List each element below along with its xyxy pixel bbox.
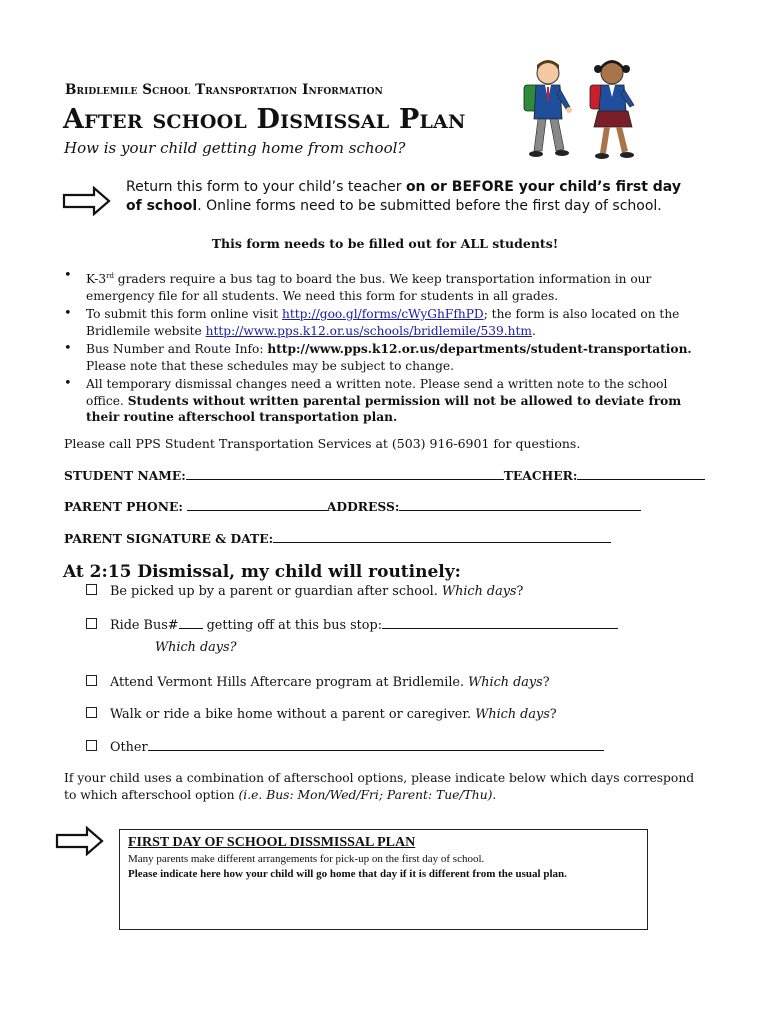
- list-item: • Bus Number and Route Info: http://www.pps.k12.or.us/departments/student-transportation. Please note that these schedules may be subject to change.: [64, 341, 704, 374]
- list-item: • K-3rd graders require a bus tag to board the bus. We keep transportation information in our emergency file for all students. We need this form for students in all grades.: [64, 268, 704, 304]
- form-kicker: Bridlemile School Transportation Information: [65, 82, 383, 98]
- combination-instructions: If your child uses a combination of afterschool options, please indicate below which days correspond to which afterschool option (i.e. Bus: Mon/Wed/Fri; Parent: Tue/Thu).: [64, 771, 695, 802]
- teacher-field[interactable]: [577, 468, 705, 480]
- transportation-url: http://www.pps.k12.or.us/departments/student-transportation.: [267, 342, 692, 357]
- address-field[interactable]: [399, 499, 641, 511]
- first-day-title: FIRST DAY OF SCHOOL DISSMISSAL PLAN: [128, 835, 416, 850]
- girl-figure: [590, 60, 634, 159]
- info-list: [64, 268, 704, 428]
- option-ride-bus: Ride Bus# getting off at this bus stop:: [86, 617, 618, 633]
- first-day-plan-box[interactable]: [119, 829, 648, 930]
- contact-line: Please call PPS Student Transportation Services at (503) 916-6901 for questions.: [64, 436, 581, 451]
- address-label: ADDRESS:: [326, 499, 400, 514]
- checkbox-walk-bike[interactable]: [86, 707, 97, 718]
- checkbox-parent-pickup[interactable]: [86, 584, 97, 595]
- form-subtitle: How is your child getting home from school?: [64, 139, 406, 157]
- checkbox-aftercare[interactable]: [86, 675, 97, 686]
- parent-phone-label: PARENT PHONE:: [64, 499, 183, 514]
- arrow-right-icon: [55, 826, 105, 856]
- online-form-link[interactable]: http://goo.gl/forms/cWyGhFfhPD: [282, 307, 484, 322]
- return-form-notice: Return this form to your child’s teacher on or BEFORE your child’s first day of school. Online forms need to be submitted before the first day of school.: [126, 179, 681, 214]
- schoolchildren-illustration: [520, 55, 650, 167]
- student-name-label: STUDENT NAME:: [64, 468, 186, 483]
- bus-stop-field[interactable]: [382, 617, 618, 629]
- signature-row: [64, 531, 611, 546]
- option-other: Other: [86, 739, 604, 755]
- other-field[interactable]: [148, 739, 604, 751]
- first-day-instruction: Please indicate here how your child will go home that day if it is different from the usual plan.: [128, 868, 567, 880]
- checkbox-ride-bus[interactable]: [86, 618, 97, 629]
- option-parent-pickup: Be picked up by a parent or guardian after school. Which days?: [86, 584, 523, 599]
- all-students-heading: This form needs to be filled out for ALL students!: [211, 236, 559, 251]
- list-item: • All temporary dismissal changes need a written note. Please send a written note to the school office. Students without written parental permission will not be allowed to deviate from their routine afterschool transportation plan.: [64, 376, 704, 426]
- phone-address-row: [64, 499, 641, 514]
- bus-number-field[interactable]: [179, 617, 203, 629]
- option-walk-bike: Walk or ride a bike home without a parent or caregiver. Which days?: [86, 707, 557, 722]
- first-day-note: Many parents make different arrangements for pick-up on the first day of school.: [128, 853, 485, 865]
- boy-figure: [524, 60, 572, 157]
- routine-heading: At 2:15 Dismissal, my child will routinely:: [63, 562, 461, 582]
- student-name-field[interactable]: [186, 468, 504, 480]
- signature-field[interactable]: [273, 531, 611, 543]
- arrow-right-icon: [62, 186, 112, 216]
- school-website-link[interactable]: http://www.pps.k12.or.us/schools/bridlemile/539.htm: [205, 323, 532, 338]
- signature-label: PARENT SIGNATURE & DATE:: [64, 531, 274, 546]
- student-teacher-row: [64, 468, 705, 483]
- form-title: After school Dismissal Plan: [63, 104, 466, 135]
- parent-phone-field[interactable]: [187, 499, 327, 511]
- list-item: • To submit this form online visit http://goo.gl/forms/cWyGhFfhPD; the form is also located on the Bridlemile website http://www.pps.k12.or.us/schools/bridlemile/539.htm.: [64, 306, 704, 339]
- bus-which-days: Which days?: [155, 640, 237, 655]
- checkbox-other[interactable]: [86, 740, 97, 751]
- option-aftercare: Attend Vermont Hills Aftercare program at Bridlemile. Which days?: [86, 675, 550, 690]
- teacher-label: TEACHER:: [503, 468, 578, 483]
